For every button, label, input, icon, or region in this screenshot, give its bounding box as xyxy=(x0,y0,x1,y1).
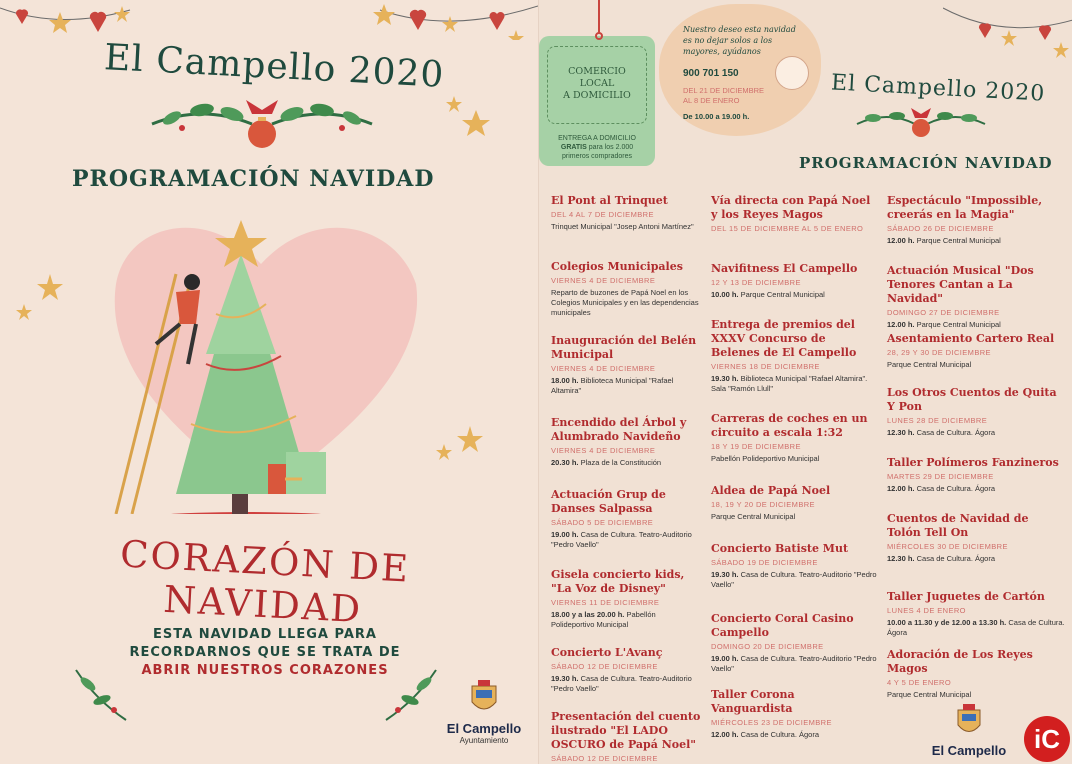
site-badge-icon[interactable]: iC xyxy=(1024,716,1070,762)
event-date: 4 Y 5 DE ENERO xyxy=(887,678,952,687)
event-title: Concierto Batiste Mut xyxy=(711,542,849,555)
event-location: Casa de Cultura. Ágora xyxy=(916,484,996,493)
event-time: 12.00 h. xyxy=(887,484,915,493)
event-title: Inauguración del Belén Municipal xyxy=(551,334,697,361)
help-date-line: DEL 21 DE DICIEMBRE xyxy=(683,86,764,95)
event-location: Parque Central Municipal xyxy=(887,360,972,369)
municipal-logo xyxy=(929,704,1009,758)
event-time: 19.30 h. xyxy=(711,570,739,579)
headline: CORAZÓN DE NAVIDAD xyxy=(119,532,412,632)
event-place xyxy=(887,484,1065,494)
event-item xyxy=(711,612,877,674)
event-time: 10.00 a 11.30 y de 12.00 a 13.30 h. xyxy=(887,618,1007,627)
event-place xyxy=(551,222,701,232)
event-location: Biblioteca Municipal "Rafael Altamira" xyxy=(551,376,674,395)
event-location: Parque Central Municipal xyxy=(711,512,796,521)
event-place xyxy=(551,610,701,630)
event-time: 19.00 h. xyxy=(711,654,739,663)
event-location: Casa de Cultura. Teatro-Auditorio "Pedro Vaello" xyxy=(711,654,877,673)
event-location: Biblioteca Municipal "Rafael Altamira". Sala "Ramón Llull" xyxy=(711,374,868,393)
event-title: Taller Corona Vanguardista xyxy=(711,688,795,715)
event-date: VIERNES 4 DE DICIEMBRE xyxy=(551,276,656,285)
event-item xyxy=(887,332,1065,370)
event-date: VIERNES 4 DE DICIEMBRE xyxy=(551,364,656,373)
tag-title-line: LOCAL xyxy=(579,78,615,89)
event-date: VIERNES 11 DE DICIEMBRE xyxy=(551,598,660,607)
coat-of-arms-icon xyxy=(469,680,499,716)
right-program-title: PROGRAMACIÓN NAVIDAD xyxy=(799,154,1053,172)
tag-footer xyxy=(545,134,649,161)
event-location: Parque Central Municipal xyxy=(887,690,972,699)
event-date: SÁBADO 19 DE DICIEMBRE xyxy=(711,558,818,567)
holly-branch-icon xyxy=(376,660,446,730)
event-item xyxy=(887,194,1065,246)
event-item xyxy=(887,456,1065,494)
event-time: 20.30 h. xyxy=(551,458,579,467)
event-location: Parque Central Municipal xyxy=(740,290,825,299)
event-item xyxy=(551,646,701,694)
event-date: SÁBADO 26 DE DICIEMBRE xyxy=(887,224,994,233)
event-place xyxy=(887,236,1065,246)
event-title: Concierto L'Avanç xyxy=(551,646,663,659)
event-title: Aldea de Papá Noel xyxy=(711,484,831,497)
event-date: 18, 19 Y 20 DE DICIEMBRE xyxy=(711,500,815,509)
right-poster xyxy=(538,0,1072,764)
event-item xyxy=(887,590,1065,638)
event-date: VIERNES 18 DE DICIEMBRE xyxy=(711,362,820,371)
event-item xyxy=(551,488,701,550)
event-date: DEL 15 DE DICIEMBRE AL 5 DE ENERO xyxy=(711,224,864,233)
right-title: El Campello 2020 xyxy=(830,70,1046,107)
event-location: Casa de Cultura. Ágora xyxy=(887,618,1065,637)
tag-string-icon xyxy=(589,0,609,40)
event-time: 18.00 h. xyxy=(551,376,579,385)
tag-title xyxy=(539,66,655,102)
event-place xyxy=(887,320,1065,330)
event-item xyxy=(711,318,877,394)
event-place xyxy=(711,290,877,300)
event-item xyxy=(711,542,877,590)
holly-icon xyxy=(142,84,382,154)
help-dates xyxy=(683,86,764,106)
event-date: SÁBADO 12 DE DICIEMBRE xyxy=(551,754,658,763)
event-place xyxy=(887,360,1065,370)
event-title: Navifitness El Campello xyxy=(711,262,858,275)
christmas-tree-illustration xyxy=(96,194,426,514)
event-place xyxy=(887,428,1065,438)
help-phone: 900 701 150 xyxy=(683,68,739,79)
event-location: Plaza de la Constitución xyxy=(580,458,662,467)
coat-of-arms-icon xyxy=(955,704,983,738)
event-location: Casa de Cultura. Teatro-Auditorio "Pedro Vaello" xyxy=(551,674,692,693)
event-date: LUNES 4 DE ENERO xyxy=(887,606,966,615)
garland-icon xyxy=(943,0,1072,60)
event-title: Presentación del cuento ilustrado "El LADO OSCURO de Papá Noel" xyxy=(551,710,701,751)
event-title: Actuación Grup de Danses Salpassa xyxy=(551,488,666,515)
tag-foot-line xyxy=(545,143,649,152)
event-date: DOMINGO 27 DE DICIEMBRE xyxy=(887,308,1000,317)
event-title: Concierto Coral Casino Campello xyxy=(711,612,854,639)
event-item xyxy=(711,688,877,740)
event-title: Colegios Municipales xyxy=(551,260,683,273)
event-item xyxy=(551,194,701,232)
event-date: SÁBADO 12 DE DICIEMBRE xyxy=(551,662,658,671)
event-location: Pabellón Polideportivo Municipal xyxy=(551,610,656,629)
star-cluster-icon xyxy=(430,420,490,470)
event-item xyxy=(887,386,1065,438)
event-place xyxy=(711,454,877,464)
event-time: 18.00 y a las 20.00 h. xyxy=(551,610,625,619)
event-location: Casa de Cultura. Teatro-Auditorio "Pedro Vaello" xyxy=(711,570,877,589)
event-title: Los Otros Cuentos de Quita Y Pon xyxy=(887,386,1057,413)
event-location: Parque Central Municipal xyxy=(916,236,1001,245)
comercio-local-tag xyxy=(539,36,655,166)
event-title: Adoración de Los Reyes Magos xyxy=(887,648,1033,675)
event-time: 19.00 h. xyxy=(551,530,579,539)
event-date: 28, 29 Y 30 DE DICIEMBRE xyxy=(887,348,991,357)
event-item xyxy=(711,194,877,234)
page-title: El Campello 2020 xyxy=(103,37,446,96)
event-time: 19.30 h. xyxy=(551,674,579,683)
tag-foot-bold: GRATIS xyxy=(560,144,587,151)
event-date: MIÉRCOLES 23 DE DICIEMBRE xyxy=(711,718,832,727)
event-title: Vía directa con Papá Noel y los Reyes Magos xyxy=(711,194,871,221)
event-location: Pabellón Polideportivo Municipal xyxy=(711,454,820,463)
event-time: 19.30 h. xyxy=(711,374,739,383)
event-title: Carreras de coches en un circuito a escala 1:32 xyxy=(711,412,868,439)
star-cluster-icon xyxy=(440,90,500,150)
event-time: 12.30 h. xyxy=(887,554,915,563)
tag-title-line: A DOMICILIO xyxy=(563,90,631,101)
event-place xyxy=(711,730,877,740)
event-item xyxy=(551,416,701,468)
holly-branch-icon xyxy=(66,660,136,730)
event-date: 18 Y 19 DE DICIEMBRE xyxy=(711,442,801,451)
event-location: Casa de Cultura. Ágora xyxy=(740,730,820,739)
garland-icon xyxy=(0,0,538,40)
holly-icon xyxy=(851,100,991,140)
event-title: Asentamiento Cartero Real xyxy=(887,332,1055,345)
event-location: Casa de Cultura. Ágora xyxy=(916,554,996,563)
event-place xyxy=(551,288,701,318)
event-date: MARTES 29 DE DICIEMBRE xyxy=(887,472,994,481)
event-date: LUNES 28 DE DICIEMBRE xyxy=(887,416,988,425)
event-location: Casa de Cultura. Ágora xyxy=(916,428,996,437)
event-place xyxy=(711,654,877,674)
event-item xyxy=(887,648,1065,700)
help-date-line: AL 8 DE ENERO xyxy=(683,96,740,105)
event-title: Espectáculo "Impossible, creerás en la Magia" xyxy=(887,194,1043,221)
star-cluster-icon xyxy=(10,270,70,330)
event-date: DOMINGO 20 DE DICIEMBRE xyxy=(711,642,824,651)
event-place xyxy=(551,376,701,396)
event-date: 12 Y 13 DE DICIEMBRE xyxy=(711,278,801,287)
event-place xyxy=(711,374,877,394)
event-time: 12.00 h. xyxy=(887,320,915,329)
event-title: El Pont al Trinquet xyxy=(551,194,668,207)
event-place xyxy=(711,512,877,522)
event-place xyxy=(551,674,701,694)
event-title: Taller Polímeros Fanzineros xyxy=(887,456,1059,469)
event-place xyxy=(551,530,701,550)
message-line: RECORDARNOS QUE SE TRATA DE xyxy=(129,645,401,660)
event-time: 10.00 h. xyxy=(711,290,739,299)
message-line-highlight: ABRIR NUESTROS CORAZONES xyxy=(141,663,389,678)
event-location: Reparto de buzones de Papá Noel en los Colegios Municipales y en las dependencias municipales xyxy=(551,288,699,317)
event-location: Casa de Cultura. Teatro-Auditorio "Pedro Vaello" xyxy=(551,530,692,549)
event-item xyxy=(887,512,1065,564)
event-title: Taller Juguetes de Cartón xyxy=(887,590,1045,603)
event-time: 12.00 h. xyxy=(711,730,739,739)
logo-name: El Campello xyxy=(931,743,1007,758)
event-item xyxy=(887,264,1065,330)
tag-foot-line: primeros compradores xyxy=(561,153,633,160)
help-text: Nuestro deseo esta navidad es no dejar solos a los mayores, ayúdanos xyxy=(683,25,796,56)
grandmother-avatar xyxy=(775,56,809,90)
event-place xyxy=(887,554,1065,564)
message-line: ESTA NAVIDAD LLEGA PARA xyxy=(153,627,377,642)
help-hours: De 10.00 a 19.00 h. xyxy=(683,112,750,121)
event-item xyxy=(711,484,877,522)
event-date: MIÉRCOLES 30 DE DICIEMBRE xyxy=(887,542,1008,551)
event-location: Trinquet Municipal "Josep Antoni Martínez" xyxy=(551,222,694,231)
event-date: DEL 4 AL 7 DE DICIEMBRE xyxy=(551,210,654,219)
event-place xyxy=(551,458,701,468)
event-date: SÁBADO 5 DE DICIEMBRE xyxy=(551,518,654,527)
event-title: Encendido del Árbol y Alumbrado Navideño xyxy=(551,416,687,443)
tag-foot-rest: para los 2.000 xyxy=(586,144,634,151)
event-date: VIERNES 4 DE DICIEMBRE xyxy=(551,446,656,455)
event-item xyxy=(551,334,701,396)
tag-foot-line: ENTREGA A DOMICILIO xyxy=(558,135,636,142)
event-location: Parque Central Municipal xyxy=(916,320,1001,329)
event-time: 12.30 h. xyxy=(887,428,915,437)
event-time: 12.00 h. xyxy=(887,236,915,245)
event-place xyxy=(887,690,1065,700)
event-item xyxy=(551,568,701,630)
event-title: Entrega de premios del XXXV Concurso de Belenes de El Campello xyxy=(711,318,857,359)
event-title: Actuación Musical "Dos Tenores Cantan a La Navidad" xyxy=(887,264,1034,305)
municipal-logo xyxy=(438,680,530,745)
event-item xyxy=(551,260,701,318)
logo-name: El Campello xyxy=(446,721,522,736)
event-title: Cuentos de Navidad de Tolón Tell On xyxy=(887,512,1029,539)
event-place xyxy=(711,570,877,590)
event-place xyxy=(887,618,1065,638)
logo-sub: Ayuntamiento xyxy=(459,736,509,745)
event-title: Gisela concierto kids, "La Voz de Disney" xyxy=(551,568,685,595)
program-title: PROGRAMACIÓN NAVIDAD xyxy=(72,166,435,192)
event-item xyxy=(551,710,701,764)
event-item xyxy=(711,412,877,464)
event-item xyxy=(711,262,877,300)
tag-title-line: COMERCIO xyxy=(568,66,626,77)
